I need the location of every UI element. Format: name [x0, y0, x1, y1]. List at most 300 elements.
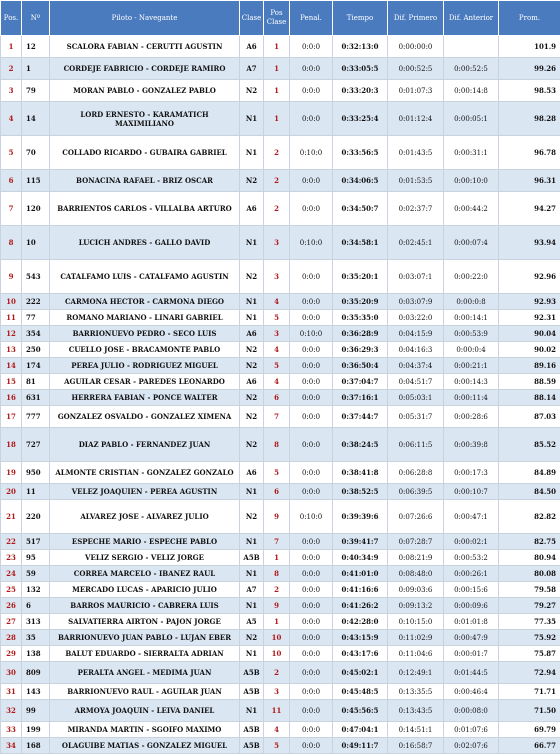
penalty-cell: 0:0:0 [290, 484, 333, 500]
position-cell: 15 [1, 374, 22, 390]
table-row [1, 500, 560, 534]
penalty-cell: 0:0:0 [290, 630, 333, 646]
time-cell: 0:45:56:5 [333, 700, 388, 722]
penalty-cell: 0:0:0 [290, 192, 333, 226]
average-cell: 93.94 [499, 226, 560, 260]
diff-first-cell: 0:04:51:7 [388, 374, 444, 390]
pilot-cell: CATALFAMO LUIS - CATALFAMO AGUSTIN [50, 260, 240, 294]
number-cell: 70 [22, 136, 50, 170]
average-cell: 101.9 [499, 36, 560, 58]
class-cell: A6 [240, 374, 264, 390]
number-cell: 168 [22, 738, 50, 754]
diff-first-cell: 0:03:22:0 [388, 310, 444, 326]
penalty-cell: 0:0:0 [290, 738, 333, 754]
position-cell: 24 [1, 566, 22, 582]
time-cell: 0:37:04:7 [333, 374, 388, 390]
pilot-cell: ESPECHE MARIO - ESPECHE PABLO [50, 534, 240, 550]
time-cell: 0:41:01:0 [333, 566, 388, 582]
diff-prev-cell: 0:00:0:8 [444, 294, 499, 310]
table-row [1, 582, 560, 598]
class-position-cell: 3 [264, 226, 290, 260]
penalty-cell: 0:10:0 [290, 136, 333, 170]
diff-first-cell: 0:05:03:1 [388, 390, 444, 406]
pilot-cell: CARMONA HECTOR - CARMONA DIEGO [50, 294, 240, 310]
average-cell: 82.75 [499, 534, 560, 550]
penalty-cell: 0:0:0 [290, 614, 333, 630]
class-cell: N1 [240, 566, 264, 582]
time-cell: 0:43:15:9 [333, 630, 388, 646]
class-cell: N2 [240, 342, 264, 358]
table-row [1, 170, 560, 192]
number-cell: 81 [22, 374, 50, 390]
penalty-cell: 0:10:0 [290, 226, 333, 260]
diff-prev-cell: 0:00:28:6 [444, 406, 499, 428]
table-row [1, 550, 560, 566]
position-cell: 12 [1, 326, 22, 342]
average-cell: 98.53 [499, 80, 560, 102]
diff-first-cell: 0:13:43:5 [388, 700, 444, 722]
average-cell: 80.08 [499, 566, 560, 582]
pilot-cell: LORD ERNESTO - KARAMATICH MAXIMILIANO [50, 102, 240, 136]
diff-first-cell: 0:04:37:4 [388, 358, 444, 374]
number-cell: 517 [22, 534, 50, 550]
class-cell: A5B [240, 550, 264, 566]
penalty-cell: 0:0:0 [290, 550, 333, 566]
average-cell: 90.04 [499, 326, 560, 342]
pilot-cell: MERCADO LUCAS - APARICIO JULIO [50, 582, 240, 598]
diff-prev-cell: 0:00:31:1 [444, 136, 499, 170]
header-pos: Pos. [1, 1, 22, 36]
pilot-cell: BARRIONUEVO JUAN PABLO - LUJAN EBER [50, 630, 240, 646]
diff-prev-cell: 0:00:14:8 [444, 80, 499, 102]
table-row [1, 646, 560, 662]
class-position-cell: 1 [264, 36, 290, 58]
class-cell: N2 [240, 260, 264, 294]
penalty-cell: 0:0:0 [290, 102, 333, 136]
class-cell: A5B [240, 722, 264, 738]
diff-first-cell: 0:08:21:9 [388, 550, 444, 566]
penalty-cell: 0:0:0 [290, 462, 333, 484]
position-cell: 33 [1, 722, 22, 738]
penalty-cell: 0:0:0 [290, 582, 333, 598]
time-cell: 0:34:58:1 [333, 226, 388, 260]
pilot-cell: ALMONTE CRISTIAN - GONZALEZ GONZALO [50, 462, 240, 484]
class-cell: N1 [240, 294, 264, 310]
position-cell: 29 [1, 646, 22, 662]
time-cell: 0:32:13:0 [333, 36, 388, 58]
diff-prev-cell: 0:00:17:3 [444, 462, 499, 484]
pilot-cell: SCALORA FABIAN - CERUTTI AGUSTIN [50, 36, 240, 58]
class-cell: N2 [240, 170, 264, 192]
penalty-cell: 0:0:0 [290, 662, 333, 684]
number-cell: 1 [22, 58, 50, 80]
pilot-cell: ALVAREZ JOSE - ALVAREZ JULIO [50, 500, 240, 534]
number-cell: 222 [22, 294, 50, 310]
diff-first-cell: 0:06:11:5 [388, 428, 444, 462]
penalty-cell: 0:0:0 [290, 700, 333, 722]
diff-prev-cell: 0:00:21:1 [444, 358, 499, 374]
time-cell: 0:33:56:5 [333, 136, 388, 170]
diff-first-cell: 0:11:04:6 [388, 646, 444, 662]
class-position-cell: 2 [264, 136, 290, 170]
class-position-cell: 3 [264, 684, 290, 700]
diff-first-cell: 0:12:49:1 [388, 662, 444, 684]
pilot-cell: BARROS MAURICIO - CABRERA LUIS [50, 598, 240, 614]
table-row [1, 358, 560, 374]
average-cell: 80.94 [499, 550, 560, 566]
diff-prev-cell: 0:00:08:0 [444, 700, 499, 722]
pilot-cell: PERALTA ANGEL - MEDIMA JUAN [50, 662, 240, 684]
average-cell: 87.03 [499, 406, 560, 428]
penalty-cell: 0:0:0 [290, 684, 333, 700]
class-cell: N1 [240, 310, 264, 326]
diff-prev-cell: 0:00:15:6 [444, 582, 499, 598]
table-row [1, 614, 560, 630]
pilot-cell: AGUILAR CESAR - PAREDES LEONARDO [50, 374, 240, 390]
class-cell: A5B [240, 738, 264, 754]
position-cell: 9 [1, 260, 22, 294]
number-cell: 220 [22, 500, 50, 534]
header-pilot: Piloto - Navegante [50, 1, 240, 36]
table-row [1, 406, 560, 428]
number-cell: 77 [22, 310, 50, 326]
diff-prev-cell: 0:01:07:6 [444, 722, 499, 738]
table-row [1, 136, 560, 170]
diff-prev-cell: 0:00:44:2 [444, 192, 499, 226]
pilot-cell: PEREA JULIO - RODRIGUEZ MIGUEL [50, 358, 240, 374]
class-position-cell: 3 [264, 326, 290, 342]
class-cell: N1 [240, 226, 264, 260]
time-cell: 0:35:35:0 [333, 310, 388, 326]
diff-prev-cell: 0:00:14:1 [444, 310, 499, 326]
table-row [1, 390, 560, 406]
header-penalty: Penal. [290, 1, 333, 36]
pilot-cell: BARRIONUEVO PEDRO - SECO LUIS [50, 326, 240, 342]
class-cell: N1 [240, 136, 264, 170]
class-position-cell: 1 [264, 550, 290, 566]
class-cell: A6 [240, 36, 264, 58]
class-cell: N2 [240, 390, 264, 406]
diff-prev-cell: 0:01:01:8 [444, 614, 499, 630]
class-position-cell: 2 [264, 582, 290, 598]
diff-prev-cell: 0:00:10:0 [444, 170, 499, 192]
number-cell: 354 [22, 326, 50, 342]
class-cell: N2 [240, 428, 264, 462]
class-position-cell: 1 [264, 80, 290, 102]
class-position-cell: 1 [264, 102, 290, 136]
class-position-cell: 4 [264, 722, 290, 738]
diff-first-cell: 0:03:07:9 [388, 294, 444, 310]
average-cell: 79.58 [499, 582, 560, 598]
number-cell: 199 [22, 722, 50, 738]
time-cell: 0:38:41:8 [333, 462, 388, 484]
class-position-cell: 7 [264, 406, 290, 428]
average-cell: 92.93 [499, 294, 560, 310]
average-cell: 69.79 [499, 722, 560, 738]
average-cell: 96.31 [499, 170, 560, 192]
penalty-cell: 0:0:0 [290, 598, 333, 614]
pilot-cell: HERRERA FABIAN - PONCE WALTER [50, 390, 240, 406]
class-position-cell: 4 [264, 342, 290, 358]
header-average: Prom. [499, 1, 560, 36]
number-cell: 99 [22, 700, 50, 722]
diff-prev-cell: 0:00:47:1 [444, 500, 499, 534]
diff-first-cell: 0:02:37:7 [388, 192, 444, 226]
table-row [1, 534, 560, 550]
time-cell: 0:45:02:1 [333, 662, 388, 684]
position-cell: 5 [1, 136, 22, 170]
penalty-cell: 0:0:0 [290, 534, 333, 550]
time-cell: 0:35:20:1 [333, 260, 388, 294]
class-cell: N1 [240, 646, 264, 662]
class-cell: N1 [240, 700, 264, 722]
position-cell: 1 [1, 36, 22, 58]
pilot-cell: SALVATIERRA AIRTON - PAJON JORGE [50, 614, 240, 630]
average-cell: 88.59 [499, 374, 560, 390]
diff-first-cell: 0:14:51:1 [388, 722, 444, 738]
position-cell: 4 [1, 102, 22, 136]
penalty-cell: 0:0:0 [290, 722, 333, 738]
diff-prev-cell: 0:00:47:9 [444, 630, 499, 646]
penalty-cell: 0:0:0 [290, 428, 333, 462]
diff-first-cell: 0:07:26:6 [388, 500, 444, 534]
class-position-cell: 2 [264, 192, 290, 226]
number-cell: 250 [22, 342, 50, 358]
diff-prev-cell: 0:02:07:6 [444, 738, 499, 754]
number-cell: 79 [22, 80, 50, 102]
position-cell: 34 [1, 738, 22, 754]
pilot-cell: MIRANDA MARTIN - SGOIFO MAXIMO [50, 722, 240, 738]
class-cell: N1 [240, 534, 264, 550]
class-position-cell: 5 [264, 310, 290, 326]
pilot-cell: DIAZ PABLO - FERNANDEZ JUAN [50, 428, 240, 462]
class-position-cell: 10 [264, 646, 290, 662]
penalty-cell: 0:10:0 [290, 326, 333, 342]
diff-first-cell: 0:05:31:7 [388, 406, 444, 428]
penalty-cell: 0:0:0 [290, 358, 333, 374]
class-cell: N2 [240, 358, 264, 374]
pilot-cell: COLLADO RICARDO - GUBAIRA GABRIEL [50, 136, 240, 170]
position-cell: 32 [1, 700, 22, 722]
diff-first-cell: 0:01:43:5 [388, 136, 444, 170]
average-cell: 75.92 [499, 630, 560, 646]
position-cell: 13 [1, 342, 22, 358]
average-cell: 92.96 [499, 260, 560, 294]
number-cell: 35 [22, 630, 50, 646]
position-cell: 19 [1, 462, 22, 484]
class-cell: A6 [240, 462, 264, 484]
table-row [1, 566, 560, 582]
pilot-cell: GONZALEZ OSVALDO - GONZALEZ XIMENA [50, 406, 240, 428]
penalty-cell: 0:0:0 [290, 390, 333, 406]
pilot-cell: VELEZ JOAQUIEN - PEREA AGUSTIN [50, 484, 240, 500]
average-cell: 75.87 [499, 646, 560, 662]
average-cell: 98.28 [499, 102, 560, 136]
average-cell: 90.02 [499, 342, 560, 358]
time-cell: 0:33:05:5 [333, 58, 388, 80]
diff-prev-cell: 0:00:10:7 [444, 484, 499, 500]
header-class-pos: Pos Clase [264, 1, 290, 36]
average-cell: 85.52 [499, 428, 560, 462]
penalty-cell: 0:0:0 [290, 310, 333, 326]
position-cell: 26 [1, 598, 22, 614]
time-cell: 0:38:52:5 [333, 484, 388, 500]
number-cell: 132 [22, 582, 50, 598]
number-cell: 59 [22, 566, 50, 582]
diff-prev-cell [444, 36, 499, 58]
class-cell: N2 [240, 406, 264, 428]
position-cell: 27 [1, 614, 22, 630]
number-cell: 95 [22, 550, 50, 566]
pilot-cell: MORAN PABLO - GONZALEZ PABLO [50, 80, 240, 102]
diff-first-cell: 0:10:15:0 [388, 614, 444, 630]
number-cell: 174 [22, 358, 50, 374]
diff-first-cell: 0:01:07:3 [388, 80, 444, 102]
number-cell: 727 [22, 428, 50, 462]
position-cell: 7 [1, 192, 22, 226]
diff-first-cell: 0:13:35:5 [388, 684, 444, 700]
diff-prev-cell: 0:00:39:8 [444, 428, 499, 462]
average-cell: 66.77 [499, 738, 560, 754]
number-cell: 313 [22, 614, 50, 630]
number-cell: 138 [22, 646, 50, 662]
average-cell: 71.71 [499, 684, 560, 700]
average-cell: 72.94 [499, 662, 560, 684]
position-cell: 22 [1, 534, 22, 550]
diff-prev-cell: 0:00:07:4 [444, 226, 499, 260]
class-position-cell: 8 [264, 566, 290, 582]
diff-first-cell: 0:07:28:7 [388, 534, 444, 550]
pilot-cell: BONACINA RAFAEL - BRIZ OSCAR [50, 170, 240, 192]
table-row [1, 738, 560, 754]
pilot-cell: ROMANO MARIANO - LINARI GABRIEL [50, 310, 240, 326]
time-cell: 0:39:41:7 [333, 534, 388, 550]
table-row [1, 102, 560, 136]
number-cell: 120 [22, 192, 50, 226]
diff-prev-cell: 0:00:14:3 [444, 374, 499, 390]
time-cell: 0:47:04:1 [333, 722, 388, 738]
time-cell: 0:37:16:1 [333, 390, 388, 406]
table-row [1, 192, 560, 226]
time-cell: 0:40:34:9 [333, 550, 388, 566]
class-position-cell: 8 [264, 428, 290, 462]
number-cell: 543 [22, 260, 50, 294]
diff-prev-cell: 0:00:11:4 [444, 390, 499, 406]
penalty-cell: 0:0:0 [290, 36, 333, 58]
class-position-cell: 2 [264, 170, 290, 192]
position-cell: 25 [1, 582, 22, 598]
class-cell: A5B [240, 684, 264, 700]
position-cell: 2 [1, 58, 22, 80]
position-cell: 8 [1, 226, 22, 260]
diff-first-cell: 0:02:45:1 [388, 226, 444, 260]
average-cell: 84.89 [499, 462, 560, 484]
penalty-cell: 0:0:0 [290, 374, 333, 390]
diff-prev-cell: 0:00:26:1 [444, 566, 499, 582]
pilot-cell: BARRIENTOS CARLOS - VILLALBA ARTURO [50, 192, 240, 226]
class-position-cell: 4 [264, 294, 290, 310]
position-cell: 6 [1, 170, 22, 192]
class-cell: N2 [240, 80, 264, 102]
pilot-cell: BALUT EDUARDO - SIERRALTA ADRIAN [50, 646, 240, 662]
diff-prev-cell: 0:00:46:4 [444, 684, 499, 700]
header-class: Clase [240, 1, 264, 36]
average-cell: 82.82 [499, 500, 560, 534]
diff-prev-cell: 0:00:53:2 [444, 550, 499, 566]
penalty-cell: 0:0:0 [290, 566, 333, 582]
class-cell: A6 [240, 326, 264, 342]
table-row [1, 662, 560, 684]
diff-prev-cell: 0:00:0:4 [444, 342, 499, 358]
pilot-cell: CORDEJE FABRICIO - CORDEJE RAMIRO [50, 58, 240, 80]
table-row [1, 598, 560, 614]
time-cell: 0:36:28:9 [333, 326, 388, 342]
time-cell: 0:33:25:4 [333, 102, 388, 136]
class-position-cell: 2 [264, 662, 290, 684]
diff-prev-cell: 0:00:05:1 [444, 102, 499, 136]
pilot-cell: CUELLO JOSE - BRACAMONTE PABLO [50, 342, 240, 358]
diff-first-cell: 0:16:58:7 [388, 738, 444, 754]
penalty-cell: 0:0:0 [290, 80, 333, 102]
class-position-cell: 5 [264, 738, 290, 754]
time-cell: 0:33:20:3 [333, 80, 388, 102]
class-cell: N1 [240, 102, 264, 136]
class-position-cell: 4 [264, 374, 290, 390]
number-cell: 809 [22, 662, 50, 684]
table-row [1, 374, 560, 390]
header-diff-prev: Dif. Anterior [444, 1, 499, 36]
number-cell: 10 [22, 226, 50, 260]
table-row [1, 700, 560, 722]
diff-first-cell: 0:00:52:5 [388, 58, 444, 80]
table-row [1, 428, 560, 462]
average-cell: 94.27 [499, 192, 560, 226]
time-cell: 0:43:17:6 [333, 646, 388, 662]
class-position-cell: 7 [264, 534, 290, 550]
position-cell: 16 [1, 390, 22, 406]
number-cell: 115 [22, 170, 50, 192]
diff-first-cell: 0:09:03:6 [388, 582, 444, 598]
time-cell: 0:49:11:7 [333, 738, 388, 754]
time-cell: 0:45:48:5 [333, 684, 388, 700]
average-cell: 88.14 [499, 390, 560, 406]
position-cell: 3 [1, 80, 22, 102]
position-cell: 20 [1, 484, 22, 500]
position-cell: 11 [1, 310, 22, 326]
position-cell: 23 [1, 550, 22, 566]
penalty-cell: 0:0:0 [290, 646, 333, 662]
time-cell: 0:36:50:4 [333, 358, 388, 374]
class-cell: N1 [240, 484, 264, 500]
header-time: Tiempo [333, 1, 388, 36]
diff-prev-cell: 0:00:09:6 [444, 598, 499, 614]
penalty-cell: 0:0:0 [290, 342, 333, 358]
class-cell: N1 [240, 598, 264, 614]
position-cell: 14 [1, 358, 22, 374]
position-cell: 28 [1, 630, 22, 646]
time-cell: 0:37:44:7 [333, 406, 388, 428]
number-cell: 12 [22, 36, 50, 58]
diff-prev-cell: 0:00:53:9 [444, 326, 499, 342]
number-cell: 143 [22, 684, 50, 700]
diff-first-cell: 0:08:48:0 [388, 566, 444, 582]
time-cell: 0:38:24:5 [333, 428, 388, 462]
table-row [1, 226, 560, 260]
table-row [1, 484, 560, 500]
diff-first-cell: 0:01:53:5 [388, 170, 444, 192]
class-cell: N2 [240, 500, 264, 534]
number-cell: 777 [22, 406, 50, 428]
